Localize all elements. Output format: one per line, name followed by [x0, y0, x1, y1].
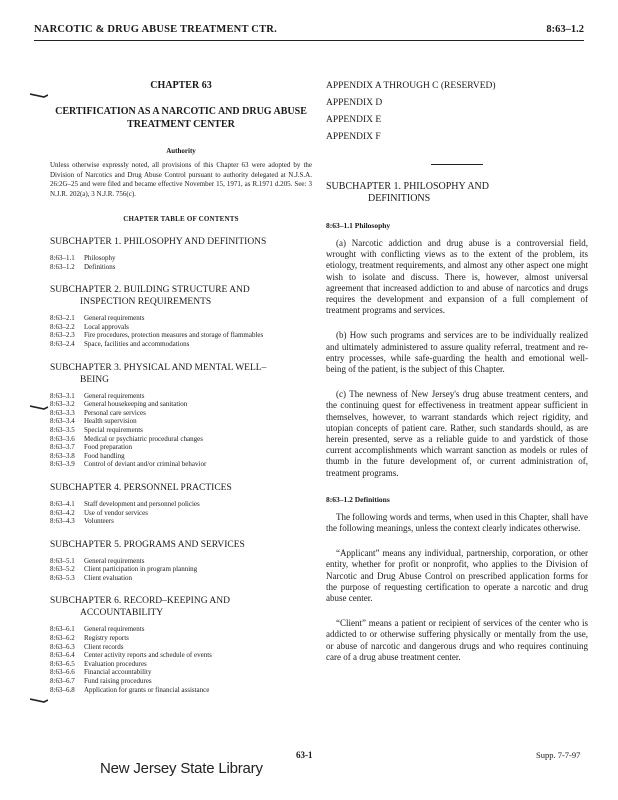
- toc-subchapter-title: SUBCHAPTER 2. BUILDING STRUCTURE AND: [50, 285, 250, 296]
- toc-section-number: 8:63–2.2: [50, 322, 75, 331]
- toc-section-number: 8:63–5.1: [50, 556, 75, 565]
- toc-section-title: Client records: [84, 642, 124, 651]
- toc-section-title: Financial accountability: [84, 668, 152, 677]
- toc-entry: [50, 509, 312, 518]
- toc-subchapter-title-cont: INSPECTION REQUIREMENTS: [80, 297, 212, 308]
- toc-section-title: Special requirements: [84, 425, 143, 434]
- toc-section-number: 8:63–2.3: [50, 331, 75, 340]
- appendix-list: [326, 78, 588, 146]
- toc-section-number: 8:63–2.4: [50, 339, 75, 348]
- toc-section-title: Registry reports: [84, 634, 129, 643]
- toc-entry: [50, 574, 312, 583]
- toc-section-title: Evaluation procedures: [84, 659, 147, 668]
- toc-entry: [50, 686, 312, 695]
- table-of-contents: [50, 236, 312, 694]
- section-heading-definitions: 8:63–1.2 Definitions: [326, 494, 390, 504]
- toc-section-title: Staff development and personnel policies: [84, 499, 200, 508]
- left-column: [50, 78, 312, 694]
- right-column: [326, 78, 588, 663]
- toc-section-number: 8:63–6.5: [50, 659, 75, 668]
- body-paragraph: The following words and terms, when used in this Chapter, shall have the following meanings, unless the context clearly indicates otherwise.: [326, 511, 588, 534]
- toc-subchapter-heading: [50, 595, 312, 619]
- toc-section-number: 8:63–3.4: [50, 417, 75, 426]
- toc-entry: [50, 435, 312, 444]
- library-stamp: New Jersey State Library: [100, 760, 263, 777]
- toc-section-number: 8:63–5.3: [50, 573, 75, 582]
- toc-section-title: Definitions: [84, 262, 116, 271]
- toc-section-number: 8:63–1.2: [50, 262, 75, 271]
- toc-section-list: [50, 625, 312, 694]
- philosophy-paragraphs: [326, 238, 588, 479]
- toc-entry: [50, 625, 312, 634]
- toc-section-number: 8:63–4.3: [50, 517, 75, 526]
- toc-entry: [50, 660, 312, 669]
- toc-section-list: [50, 254, 312, 271]
- toc-section-number: 8:63–3.8: [50, 451, 75, 460]
- body-paragraph: “Client” means a patient or recipient of services of the center who is addicted to or otherwise suffering physically or mentally from the use, or abuse of narcotic and dangerous drugs and who requires continuing care of a drug abuse treatment center.: [326, 618, 588, 662]
- toc-section-title: Volunteers: [84, 517, 114, 526]
- toc-section-title: Client participation in program planning: [84, 565, 198, 574]
- toc-section-title: Center activity reports and schedule of events: [84, 651, 212, 660]
- authority-heading: Authority: [166, 147, 196, 155]
- toc-section-title: Food handling: [84, 451, 125, 460]
- toc-section-title: General requirements: [84, 314, 145, 323]
- toc-section-number: 8:63–1.1: [50, 254, 75, 262]
- toc-subchapter-title: SUBCHAPTER 6. RECORD–KEEPING AND: [50, 596, 230, 607]
- section-divider: [431, 164, 483, 165]
- toc-section-title: General housekeeping and sanitation: [84, 400, 188, 409]
- supplement-date: Supp. 7-7-97: [536, 750, 581, 760]
- toc-subchapter-heading: [50, 539, 312, 551]
- toc-subchapter-title-cont: BEING: [80, 374, 110, 385]
- appendix-entry: APPENDIX F: [326, 132, 381, 142]
- toc-section-title: Fire procedures, protection measures and storage of flammables: [84, 331, 264, 340]
- toc-heading: CHAPTER TABLE OF CONTENTS: [123, 215, 239, 223]
- toc-entry: [50, 409, 312, 418]
- toc-entry: [50, 340, 312, 349]
- toc-section-number: 8:63–6.7: [50, 677, 75, 686]
- margin-mark-icon: [30, 404, 46, 410]
- toc-entry: [50, 417, 312, 426]
- toc-entry: [50, 263, 312, 272]
- definitions-paragraphs: [326, 512, 588, 663]
- toc-section-title: Local approvals: [84, 322, 129, 331]
- toc-section-number: 8:63–6.2: [50, 634, 75, 643]
- toc-entry: [50, 634, 312, 643]
- toc-section-title: Application for grants or financial assistance: [84, 685, 210, 694]
- appendix-entry: APPENDIX A THROUGH C (RESERVED): [326, 81, 496, 91]
- toc-section-list: [50, 557, 312, 583]
- section-heading-philosophy: 8:63–1.1 Philosophy: [326, 221, 391, 230]
- toc-entry: [50, 323, 312, 332]
- header-rule: [34, 40, 584, 41]
- page-number: 63-1: [296, 750, 313, 760]
- chapter-title: CERTIFICATION AS A NARCOTIC AND DRUG ABUSE TREATMENT CENTER: [55, 106, 307, 130]
- running-header-section: 8:63–1.2: [546, 24, 584, 35]
- toc-subchapter-title: SUBCHAPTER 4. PERSONNEL PRACTICES: [50, 482, 232, 493]
- chapter-label: CHAPTER 63: [150, 80, 212, 91]
- toc-section-title: General requirements: [84, 625, 145, 634]
- toc-section-number: 8:63–3.3: [50, 408, 75, 417]
- toc-section-number: 8:63–4.1: [50, 499, 75, 508]
- body-paragraph: (a) Narcotic addiction and drug abuse is a controversial field, wrought with conflicting views as to the extent of the problem, its etiology, treatment requirements, and almost any other aspect one might wish to isolate and discuss. There is, however, almost universal agreement that increased addiction to and abuse of narcotics and drugs requires the development and expansion of a full complement of treatment programs and services.: [326, 238, 588, 316]
- toc-section-title: Philosophy: [84, 254, 116, 262]
- toc-entry: [50, 331, 312, 340]
- appendix-entry: APPENDIX E: [326, 115, 382, 125]
- toc-section-number: 8:63–3.9: [50, 460, 75, 469]
- toc-section-title: Health supervision: [84, 417, 137, 426]
- toc-subchapter-heading: [50, 482, 312, 494]
- toc-subchapter-title-cont: ACCOUNTABILITY: [80, 608, 164, 619]
- toc-subchapter-heading: [50, 362, 312, 386]
- toc-section-title: Use of vendor services: [84, 508, 148, 517]
- toc-subchapter-title: SUBCHAPTER 5. PROGRAMS AND SERVICES: [50, 539, 245, 550]
- body-paragraph: (c) The newness of New Jersey's drug abuse treatment centers, and the continuing quest for effectiveness in treatment appear sufficient in themselves, however, to warrant standards which reject rigidity, and utopian concepts of patient care. Rather, such standards should, as are herein presented, serve as a reliable guide to and yardstick of those current accomplishments which warrant sanction as models or rules of thumb in the future development of, or current administration of, treatment programs.: [326, 389, 588, 478]
- toc-section-title: Client evaluation: [84, 573, 133, 582]
- toc-section-title: General requirements: [84, 556, 145, 565]
- toc-section-number: 8:63–6.1: [50, 625, 75, 634]
- toc-section-title: Personal care services: [84, 408, 146, 417]
- toc-section-number: 8:63–3.6: [50, 434, 75, 443]
- toc-entry: [50, 254, 312, 263]
- toc-entry: [50, 452, 312, 461]
- appendix-entry: APPENDIX D: [326, 98, 383, 108]
- toc-entry: [50, 557, 312, 566]
- toc-subchapter-heading: [50, 284, 312, 308]
- toc-entry: [50, 517, 312, 526]
- toc-section-title: Space, facilities and accommodations: [84, 339, 190, 348]
- toc-section-title: General requirements: [84, 391, 145, 400]
- toc-entry: [50, 314, 312, 323]
- toc-subchapter-title: SUBCHAPTER 1. PHILOSOPHY AND DEFINITIONS: [50, 237, 267, 247]
- toc-section-number: 8:63–3.7: [50, 443, 75, 452]
- toc-section-number: 8:63–6.6: [50, 668, 75, 677]
- toc-section-title: Fund raising procedures: [84, 677, 152, 686]
- toc-entry: [50, 500, 312, 509]
- toc-section-title: Food preparation: [84, 443, 133, 452]
- body-paragraph: “Applicant” means any individual, partnership, corporation, or other entity, whether for profit or nonprofit, who applies to the Division of Narcotic and Drug Abuse Control on prescribed application forms for the purpose of requesting certification to operate a narcotic and drug abuse center.: [326, 548, 588, 604]
- toc-section-number: 8:63–3.1: [50, 391, 75, 400]
- toc-entry: [50, 460, 312, 469]
- toc-section-number: 8:63–6.3: [50, 642, 75, 651]
- toc-section-title: Control of deviant and/or criminal behavior: [84, 460, 207, 469]
- toc-section-number: 8:63–3.5: [50, 425, 75, 434]
- toc-section-number: 8:63–4.2: [50, 508, 75, 517]
- toc-section-number: 8:63–3.2: [50, 400, 75, 409]
- toc-entry: [50, 392, 312, 401]
- toc-section-number: 8:63–2.1: [50, 314, 75, 323]
- toc-entry: [50, 651, 312, 660]
- toc-entry: [50, 677, 312, 686]
- toc-section-list: [50, 392, 312, 469]
- subchapter-heading: SUBCHAPTER 1. PHILOSOPHY AND DEFINITIONS: [326, 181, 489, 204]
- margin-mark-icon: [30, 697, 46, 703]
- toc-section-list: [50, 500, 312, 526]
- toc-section-number: 8:63–6.8: [50, 685, 75, 694]
- toc-entry: [50, 668, 312, 677]
- toc-entry: [50, 443, 312, 452]
- toc-entry: [50, 400, 312, 409]
- authority-text: Unless otherwise expressly noted, all provisions of this Chapter 63 were adopted by the Division of Narcotics and Drug Abuse Control pursuant to authority delegated at N.J.S.A. 26:2G–25 and were filed and became effective November 15, 1971, as R.1971 d.205. See: 3 N.J.R. 202(a), 3 N.J.R. 756(c).: [50, 161, 312, 198]
- toc-entry: [50, 565, 312, 574]
- toc-section-title: Medical or psychiatric procedural changes: [84, 434, 203, 443]
- running-header-title: NARCOTIC & DRUG ABUSE TREATMENT CTR.: [34, 24, 277, 35]
- body-paragraph: (b) How such programs and services are to be individually realized and ultimately administered to assure quality referral, treatment and re-entry processes, while safe-guarding the health and emotional well-being of the patient, is the subject of this Chapter.: [326, 330, 588, 375]
- toc-entry: [50, 643, 312, 652]
- toc-section-list: [50, 314, 312, 348]
- toc-subchapter-heading: [50, 236, 312, 248]
- margin-mark-icon: [30, 92, 46, 98]
- toc-section-number: 8:63–5.2: [50, 565, 75, 574]
- toc-subchapter-title: SUBCHAPTER 3. PHYSICAL AND MENTAL WELL–: [50, 362, 267, 373]
- toc-section-number: 8:63–6.4: [50, 651, 75, 660]
- toc-entry: [50, 426, 312, 435]
